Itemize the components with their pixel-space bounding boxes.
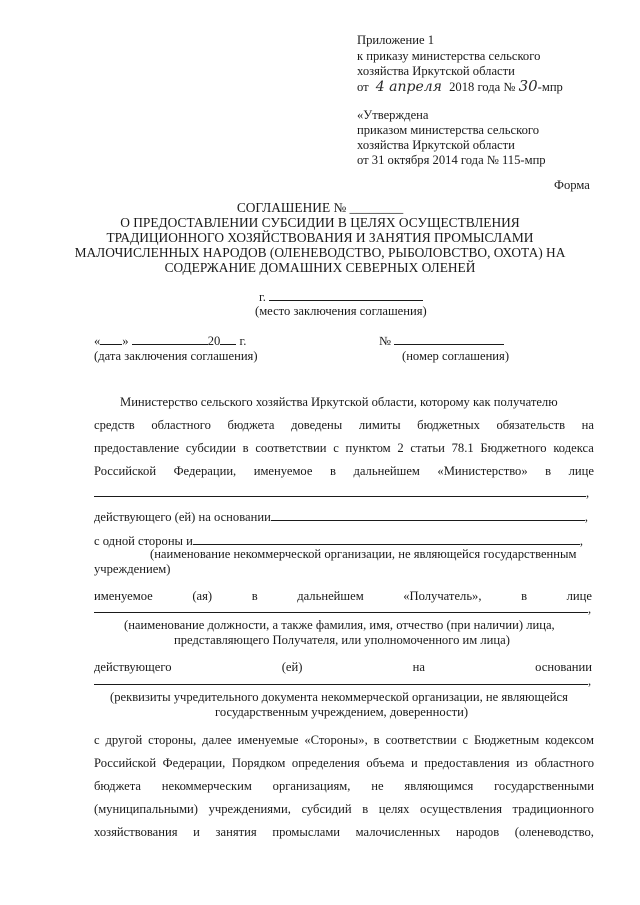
title-line-5: СОДЕРЖАНИЕ ДОМАШНИХ СЕВЕРНЫХ ОЛЕНЕЙ [164,260,476,275]
word: целях [378,802,410,816]
recipient-rep-line [94,600,591,617]
word: областного [534,756,594,770]
acting-label: действующего (ей) на основании [94,510,271,524]
word: Федерации, [162,756,226,770]
approved-line-2: приказом министерства сельского [357,123,540,137]
number-caption: (номер соглашения) [402,349,510,363]
one-side-comma: , [579,534,584,548]
word: дальнейшем [353,464,420,478]
word: (муниципальными) [94,802,198,816]
para2-line-4 [94,801,594,817]
year-suffix: г. [239,334,247,348]
word: дальнейшем [297,589,364,603]
word: предоставления [424,756,510,770]
word: субсидий [301,802,352,816]
word: хозяйствования [94,825,178,839]
word: субсидии [185,441,236,455]
handwritten-number: 30 [518,77,538,95]
word: 78.1 [451,441,474,455]
place-blank [269,288,423,301]
word: в [242,441,249,455]
organization-caption-1: (наименование некоммерческой организации, не являющейся государственным [150,547,577,561]
word: определения [291,756,360,770]
number-sign: № [379,334,392,348]
word: занятия [215,825,257,839]
word: с [462,733,469,747]
word: лице [566,589,592,603]
word: «Получатель», [403,589,482,603]
organization-blank [193,532,580,545]
acting-line [94,508,588,525]
word: «Стороны», [304,733,368,747]
word: некоммерческим [161,779,252,793]
word: осуществления [420,802,502,816]
appendix-line-3: хозяйства Иркутской области [357,64,515,78]
word: являющимся [404,779,474,793]
acting2-doc-blank [94,672,588,685]
word: в [521,589,528,603]
place-prefix: г. [259,290,266,304]
word: бюджета [94,779,141,793]
para2-line-2 [94,755,594,771]
recipient-caption-1: (наименование должности, а также фамилия, имя, отчество (при наличии) лица, [124,618,555,632]
year-blank [220,332,236,345]
recipient-caption-2: представляющего Получателя, или уполномоченного им лица) [174,633,510,647]
acting2-comma: , [588,674,592,688]
approved-line-4: от 31 октября 2014 года № 115-мпр [357,153,546,167]
word: далее [202,733,232,747]
word: государственными [494,779,594,793]
para2-line-5 [94,824,594,840]
title-line-3: ТРАДИЦИОННОГО ХОЗЯЙСТВОВАНИЯ И ЗАНЯТИЯ ПРОМЫСЛАМИ [106,230,534,245]
word: в [373,733,380,747]
word: учреждениями, [208,802,291,816]
word: в [545,464,552,478]
word: лимиты [358,418,401,432]
para2-line-3 [94,778,594,794]
acting2-caption-1: (реквизиты учредительного документа некоммерческой организации, не являющейся [110,690,568,704]
appendix-date-prefix: от [357,80,369,94]
recipient-comma: , [588,602,592,616]
para1-line-4 [94,463,594,479]
representative-comma: , [586,486,590,500]
word: кодекса [553,441,594,455]
word: (ей) [281,660,303,674]
appendix-number-suffix: -мпр [537,80,563,94]
acting-blank [271,508,585,521]
place-caption: (место заключения соглашения) [255,304,427,318]
word: именуемое [94,589,153,603]
word: другой [105,733,143,747]
month-blank [132,332,208,345]
word: не [371,779,384,793]
para1-line-1-text: Министерство сельского хозяйства Иркутской области, которому как получателю [120,395,558,409]
word: промыслами [272,825,341,839]
number-line [379,332,504,349]
word: (ая) [192,589,213,603]
day-blank [100,332,122,345]
word: соответствии [255,441,327,455]
para1-line-2 [94,417,594,433]
title-line-1: СОГЛАШЕНИЕ № ________ [236,200,404,215]
approved-line-3: хозяйства Иркутской области [357,138,515,152]
date-caption: (дата заключения соглашения) [94,349,258,363]
word: малочисленных [355,825,441,839]
word: именуемые [237,733,299,747]
date-line [94,332,246,349]
handwritten-date: 4 апреля [375,79,442,95]
word: в [329,464,336,478]
acting2-caption-2: государственным учреждением, доверенности) [215,705,469,719]
approved-line-1: «Утверждена [357,108,429,122]
word: Порядком [231,756,286,770]
word: народов [455,825,500,839]
word: в [362,802,369,816]
word: пунктом [345,441,391,455]
word: статьи [410,441,445,455]
title-line-2: О ПРЕДОСТАВЛЕНИИ СУБСИДИИ В ЦЕЛЯХ ОСУЩЕСТВЛЕНИЯ [120,215,520,230]
word: «Министерство» [437,464,528,478]
word: основании [535,660,592,674]
word: стороны, [148,733,197,747]
word: с [94,733,100,747]
acting2-doc-line [94,672,591,689]
para2-line-1 [94,732,594,748]
word: предоставление [94,441,180,455]
one-side-label: с одной стороны и [94,534,193,548]
word: с [333,441,339,455]
organization-caption-2: учреждением) [94,562,171,576]
recipient-rep-blank [94,600,588,613]
number-blank [394,332,504,345]
word: и [410,756,418,770]
word: именуемое [253,464,313,478]
word: Российской [94,464,157,478]
word: традиционного [512,802,594,816]
word: и [193,825,200,839]
word: Российской [94,756,157,770]
word: Бюджетного [480,441,547,455]
word: кодексом [545,733,594,747]
word: действующего [94,660,172,674]
representative-line [94,484,589,501]
appendix-date-line [357,78,563,95]
title-line-4: МАЛОЧИСЛЕННЫХ НАРОДОВ (ОЛЕНЕВОДСТВО, РЫБОЛОВСТВО, ОХОТА) НА [74,245,566,260]
acting-comma: , [584,510,588,524]
word: Бюджетным [474,733,540,747]
year-prefix: 20 [207,334,221,348]
word: на [412,660,425,674]
quote-close: » [122,334,129,348]
word: бюджетных [417,418,480,432]
appendix-date-year: 2018 года № [449,80,516,94]
word: обязательств [496,418,566,432]
representative-blank [94,484,586,497]
para1-line-1 [120,394,594,410]
appendix-line-2: к приказу министерства сельского [357,49,541,63]
word: лице [568,464,594,478]
quote-open: « [94,334,101,348]
word: в [251,589,258,603]
form-label: Форма [554,178,590,192]
word: областного [151,418,211,432]
word: из [516,756,528,770]
word: (оленеводство, [514,825,594,839]
word: соответствии [385,733,457,747]
para1-line-3 [94,440,594,456]
word: на [581,418,594,432]
word: бюджета [227,418,275,432]
word: средств [94,418,135,432]
word: доведены [291,418,343,432]
appendix-line-1: Приложение 1 [357,33,435,47]
word: организациям, [272,779,351,793]
word: 2 [397,441,404,455]
word: объема [366,756,405,770]
word: Федерации, [173,464,237,478]
